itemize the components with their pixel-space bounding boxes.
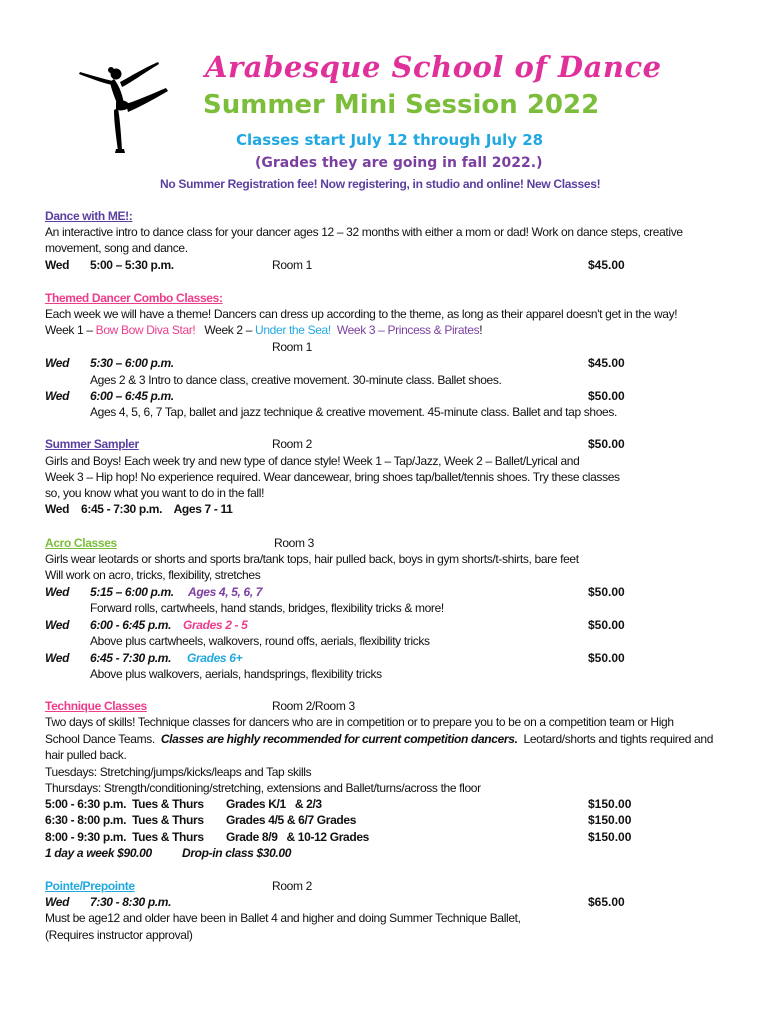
acro-room: Room 3: [274, 536, 314, 550]
technique-row3-price: $150.00: [588, 830, 632, 844]
themed-week1-theme: Bow Bow Diva Star!: [95, 323, 196, 337]
themed-row1-time: 5:30 – 6:00 p.m.: [90, 356, 174, 370]
acro-row3-desc: Above plus walkovers, aerials, handsprings, flexibility tricks: [90, 667, 382, 681]
dance-with-me-desc-line1: An interactive intro to dance class for your dancer ages 12 – 32 months with either a mom or dad! Work on dance steps, creative: [45, 225, 683, 239]
acro-row2-price: $50.00: [588, 618, 625, 632]
technique-desc-line2: [45, 732, 713, 746]
session-title: Summer Mini Session 2022: [203, 90, 600, 120]
dance-with-me-day: Wed: [45, 258, 70, 272]
pointe-day: Wed: [45, 895, 70, 909]
technique-row2-grades: Grades 4/5 & 6/7 Grades: [226, 813, 357, 827]
technique-row3-grades: Grade 8/9 & 10-12 Grades: [226, 830, 369, 844]
themed-row1-desc: Ages 2 & 3 Intro to dance class, creative movement. 30-minute class. Ballet shoes.: [90, 373, 502, 387]
section-title-technique: Technique Classes: [45, 699, 147, 713]
technique-row1-time: 5:00 - 6:30 p.m. Tues & Thurs: [45, 797, 204, 811]
technique-row1-price: $150.00: [588, 797, 632, 811]
themed-week1-label: Week 1 –: [45, 323, 96, 337]
acro-row3-price: $50.00: [588, 651, 625, 665]
technique-row2-time: 6:30 - 8:00 p.m. Tues & Thurs: [45, 813, 204, 827]
dance-with-me-room: Room 1: [272, 258, 312, 272]
dance-with-me-price: $45.00: [588, 258, 625, 272]
section-title-dance-with-me: Dance with ME!:: [45, 209, 133, 223]
sampler-desc-line2: Week 3 – Hip hop! No experience required. Wear dancewear, bring shoes tap/ballet/tennis shoes. Try these classes: [45, 470, 620, 484]
section-title-themed: Themed Dancer Combo Classes:: [45, 291, 223, 305]
pointe-desc-line2: (Requires instructor approval): [45, 928, 193, 942]
acro-row2-time: 6:00 - 6:45 p.m.: [90, 618, 172, 632]
section-title-summer-sampler: Summer Sampler: [45, 437, 139, 451]
acro-row3-time: 6:45 - 7:30 p.m.: [90, 651, 172, 665]
pointe-time: 7:30 - 8:30 p.m.: [90, 895, 172, 909]
technique-desc-line3: hair pulled back.: [45, 748, 127, 762]
technique-desc2-c: Leotard/shorts and tights required and: [517, 732, 714, 746]
acro-desc-line1: Girls wear leotards or shorts and sports bra/tank tops, hair pulled back, boys in gym shorts/t-shirts, bare feet: [45, 552, 579, 566]
themed-row1-price: $45.00: [588, 356, 625, 370]
technique-desc2-a: School Dance Teams.: [45, 732, 161, 746]
themed-row2-desc: Ages 4, 5, 6, 7 Tap, ballet and jazz technique & creative movement. 45-minute class. Ballet and tap shoes.: [90, 405, 618, 419]
technique-tuesdays: Tuesdays: Stretching/jumps/kicks/leaps and Tap skills: [45, 765, 312, 779]
technique-row2-price: $150.00: [588, 813, 632, 827]
themed-row1-day: Wed: [45, 356, 70, 370]
dance-with-me-desc-line2: movement, song and dance.: [45, 241, 188, 255]
dance-with-me-time: 5:00 – 5:30 p.m.: [90, 258, 174, 272]
technique-thursdays: Thursdays: Strength/conditioning/stretching, extensions and Ballet/turns/across the floor: [45, 781, 481, 795]
school-name: Arabesque School of Dance: [205, 50, 662, 84]
acro-row3-day: Wed: [45, 651, 70, 665]
themed-weeks-line: [45, 323, 482, 337]
sampler-desc-line1: Girls and Boys! Each week try and new type of dance style! Week 1 – Tap/Jazz, Week 2 – Ballet/Lyrical and: [45, 454, 580, 468]
acro-row1-desc: Forward rolls, cartwheels, hand stands, bridges, flexibility tricks & more!: [90, 601, 444, 615]
sampler-schedule: Wed 6:45 - 7:30 p.m. Ages 7 - 11: [45, 502, 233, 516]
sampler-room: Room 2: [272, 437, 312, 451]
technique-row3-time: 8:00 - 9:30 p.m. Tues & Thurs: [45, 830, 204, 844]
themed-room: Room 1: [272, 340, 312, 354]
acro-row2-group: Grades 2 - 5: [183, 618, 248, 632]
acro-row1-day: Wed: [45, 585, 70, 599]
technique-desc-line1: Two days of skills! Technique classes for dancers who are in competition or to prepare you to be on a competition team or High: [45, 715, 674, 729]
themed-row2-time: 6:00 – 6:45 p.m.: [90, 389, 174, 403]
technique-row1-grades: Grades K/1 & 2/3: [226, 797, 322, 811]
themed-row2-price: $50.00: [588, 389, 625, 403]
sampler-desc-line3: so, you know what you want to do in the fall!: [45, 486, 265, 500]
pointe-price: $65.00: [588, 895, 625, 909]
acro-row1-group: Ages 4, 5, 6, 7: [188, 585, 263, 599]
themed-week3-end: !: [479, 323, 483, 337]
acro-row3-group: Grades 6+: [187, 651, 243, 665]
section-title-pointe: Pointe/Prepointe: [45, 879, 135, 893]
themed-row2-day: Wed: [45, 389, 70, 403]
acro-row1-price: $50.00: [588, 585, 625, 599]
acro-desc-line2: Will work on acro, tricks, flexibility, stretches: [45, 568, 261, 582]
themed-week2-theme: Under the Sea!: [255, 323, 331, 337]
acro-row2-desc: Above plus cartwheels, walkovers, round offs, aerials, flexibility tricks: [90, 634, 430, 648]
themed-week3: Week 3 – Princess & Pirates: [330, 323, 480, 337]
section-title-acro: Acro Classes: [45, 536, 117, 550]
themed-desc-line1: Each week we will have a theme! Dancers can dress up according to the theme, as long as their apparel doesn't get in the way!: [45, 307, 678, 321]
technique-weekly-price: 1 day a week $90.00: [45, 846, 152, 860]
pointe-desc-line1: Must be age12 and older have been in Ballet 4 and higher and doing Summer Technique Ballet,: [45, 911, 521, 925]
acro-row1-time: 5:15 – 6:00 p.m.: [90, 585, 174, 599]
technique-recommendation: Classes are highly recommended for current competition dancers.: [160, 732, 518, 746]
classes-start-date: Classes start July 12 through July 28: [236, 131, 544, 149]
registration-note: No Summer Registration fee! Now registering, in studio and online! New Classes!: [160, 177, 601, 191]
dancer-silhouette-logo: [58, 52, 178, 157]
pointe-room: Room 2: [272, 879, 312, 893]
sampler-price: $50.00: [588, 437, 625, 451]
technique-dropin-price: Drop-in class $30.00: [182, 846, 292, 860]
technique-room: Room 2/Room 3: [272, 699, 355, 713]
acro-row2-day: Wed: [45, 618, 70, 632]
grades-note: (Grades they are going in fall 2022.): [255, 155, 543, 171]
themed-week2-label: Week 2 –: [195, 323, 256, 337]
